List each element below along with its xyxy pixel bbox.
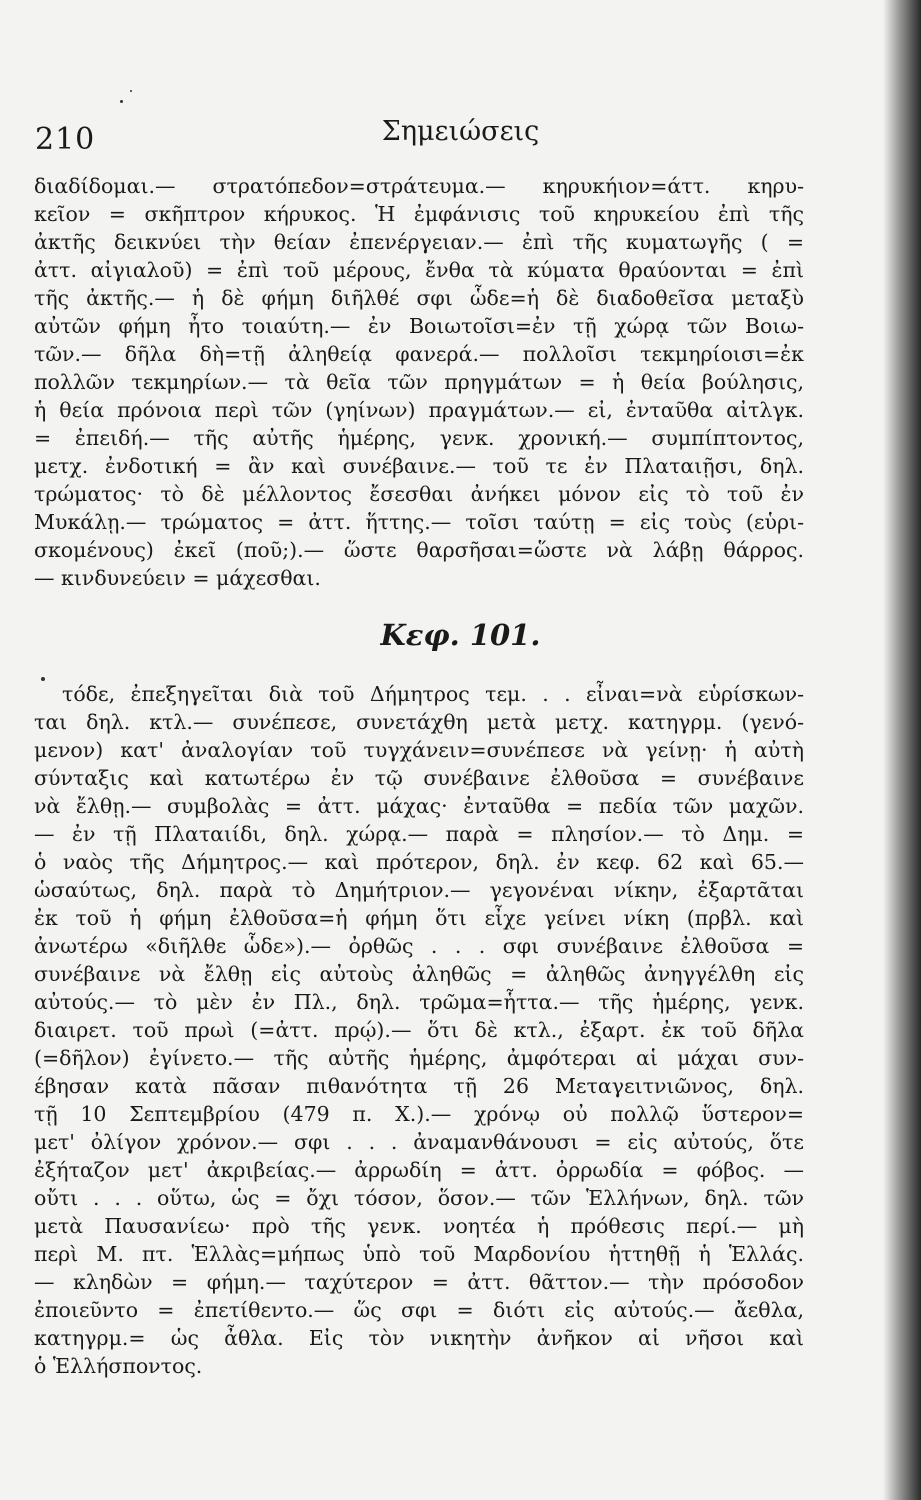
text-line: αὐτούς.— τὸ μὲν ἐν Πλ., δηλ. τρῶμα=ἧττα.— τῆς ἡμέρης, γενκ. bbox=[34, 990, 804, 1014]
text-line: ται δηλ. κτλ.— συνέπεσε, συνετάχθη μετὰ μετχ. κατηγρμ. (γενό- bbox=[34, 710, 804, 734]
text-line: ἐξήταζον μετ' ἀκριβείας.— ἀρρωδίη = ἀττ. ὀρρωδία = φόβος. — bbox=[34, 1158, 804, 1182]
text-line: πολλῶν τεκμηρίων.— τὰ θεῖα τῶν πρηγμάτων = ἡ θεία βούλησις, bbox=[34, 370, 804, 394]
text-line: — κληδὼν = φήμη.— ταχύτερον = ἀττ. θᾶττον.— τὴν πρόσοδον bbox=[34, 1270, 804, 1294]
text-line: μετ' ὀλίγον χρόνον.— σφι . . . ἀναμανθάνουσι = εἰς αὐτούς, ὅτε bbox=[34, 1130, 804, 1154]
chapter-heading: Κεφ. 101. bbox=[380, 618, 541, 652]
text-line: μετχ. ἐνδοτική = ἂν καὶ συνέβαινε.— τοῦ τε ἐν Πλαταιῇσι, δηλ. bbox=[34, 454, 804, 478]
text-line: κεῖον = σκῆπτρον κήρυκος. Ἡ ἐμφάνισις τοῦ κηρυκείου ἐπὶ τῆς bbox=[34, 202, 804, 226]
text-line: ἀκτῆς δεικνύει τὴν θείαν ἐπενέργειαν.— ἐπὶ τῆς κυματωγῆς ( = bbox=[34, 230, 804, 254]
text-line: διαιρετ. τοῦ πρωὶ (=ἀττ. πρῴ).— ὅτι δὲ κτλ., ἐξαρτ. ἐκ τοῦ δῆλα bbox=[34, 1018, 804, 1042]
text-line: τῇ 10 Σεπτεμβρίου (479 π. Χ.).— χρόνῳ οὐ πολλῷ ὕστερον= bbox=[34, 1102, 804, 1126]
text-line: ὡσαύτως, δηλ. παρὰ τὸ Δημήτριον.— γεγονέναι νίκην, ἐξαρτᾶται bbox=[34, 878, 804, 902]
notes-paragraph-2 bbox=[34, 680, 804, 1380]
text-line: τῆς ἀκτῆς.— ἡ δὲ φήμη διῆλθέ σφι ὧδε=ἡ δὲ διαδοθεῖσα μεταξὺ bbox=[34, 286, 804, 310]
text-line: = ἐπειδή.— τῆς αὐτῆς ἡμέρης, γενκ. χρονική.— συμπίπτοντος, bbox=[34, 426, 804, 450]
running-head: Σημειώσεις bbox=[381, 116, 540, 147]
text-line: σύνταξις καὶ κατωτέρω ἐν τῷ συνέβαινε ἐλθοῦσα = συνέβαινε bbox=[34, 766, 804, 790]
notes-paragraph-1 bbox=[34, 172, 804, 592]
text-line: ἀνωτέρω «διῆλθε ὧδε»).— ὀρθῶς . . . σφι συνέβαινε ἐλθοῦσα = bbox=[34, 934, 804, 958]
text-line: ἀττ. αἰγιαλοῦ) = ἐπὶ τοῦ μέρους, ἔνθα τὰ κύματα θραύονται = ἐπὶ bbox=[34, 258, 804, 282]
text-line: ἐκ τοῦ ἡ φήμη ἐλθοῦσα=ἡ φήμη ὅτι εἶχε γείνει νίκη (πρβλ. καὶ bbox=[34, 906, 804, 930]
text-line: νὰ ἔλθῃ.— συμβολὰς = ἀττ. μάχας· ἐνταῦθα = πεδία τῶν μαχῶν. bbox=[34, 794, 804, 818]
text-line: ἡ θεία πρόνοια περὶ τῶν (γηίνων) πραγμάτων.— εἰ, ἐνταῦθα αἰτλγκ. bbox=[34, 398, 804, 422]
text-line: — ἐν τῇ Πλαταιίδι, δηλ. χώρᾳ.— παρὰ = πλησίον.— τὸ Δημ. = bbox=[34, 822, 804, 846]
text-line: μετὰ Παυσανίεω· πρὸ τῆς γενκ. νοητέα ἡ πρόθεσις περί.— μὴ bbox=[34, 1214, 804, 1238]
text-line: Μυκάλῃ.— τρώματος = ἀττ. ἥττης.— τοῖσι ταύτῃ = εἰς τοὺς (εὑρι- bbox=[34, 510, 804, 534]
page-number: 210 bbox=[35, 122, 96, 157]
text-line: σκομένους) ἐκεῖ (ποῦ;).— ὥστε θαρσῆσαι=ὥστε νὰ λάβῃ θάρρος. bbox=[34, 538, 804, 562]
text-line: οὔτι . . . οὕτω, ὡς = ὄχι τόσον, ὅσον.— τῶν Ἑλλήνων, δηλ. τῶν bbox=[34, 1186, 804, 1210]
text-line: διαδίδομαι.— στρατόπεδον=στράτευμα.— κηρυκήιον=άττ. κηρυ- bbox=[34, 174, 804, 198]
text-line: περὶ Μ. πτ. Ἑλλὰς=μήπως ὑπὸ τοῦ Μαρδονίου ἡττηθῇ ἡ Ἑλλάς. bbox=[34, 1242, 804, 1266]
text-line: έβησαν κατὰ πᾶσαν πιθανότητα τῇ 26 Μεταγειτνιῶνος, δηλ. bbox=[34, 1074, 804, 1098]
text-line: συνέβαινε νὰ ἔλθῃ εἰς αὐτοὺς ἀληθῶς = ἀληθῶς ἀνηγγέλθη εἰς bbox=[34, 962, 804, 986]
text-line: ὁ ναὸς τῆς Δήμητρος.— καὶ πρότερον, δηλ. ἐν κεφ. 62 καὶ 65.— bbox=[34, 850, 804, 874]
text-line: ἐποιεῦντο = ἐπετίθεντο.— ὥς σφι = διότι εἰς αὐτούς.— ἄεθλα, bbox=[34, 1298, 804, 1322]
text-line: τόδε, ἐπεξηγεῖται διὰ τοῦ Δήμητρος τεμ. . . εἶναι=νὰ εὑρίσκων- bbox=[62, 682, 804, 706]
text-line: ὁ Ἑλλήσποντος. bbox=[34, 1354, 203, 1378]
text-line: (=δῆλον) ἐγίνετο.— τῆς αὐτῆς ἡμέρης, ἀμφότεραι αἱ μάχαι συν- bbox=[34, 1046, 804, 1070]
text-line: τρώματος· τὸ δὲ μέλλοντος ἔσεσθαι ἀνήκει μόνον εἰς τὸ τοῦ ἐν bbox=[34, 482, 804, 506]
text-line: κατηγρμ.= ὡς ἆθλα. Εἰς τὸν νικητὴν ἀνῆκον αἱ νῆσοι καὶ bbox=[34, 1326, 804, 1350]
text-line: μενον) κατ' ἀναλογίαν τοῦ τυγχάνειν=συνέπεσε νὰ γείνῃ· ἡ αὐτὴ bbox=[34, 738, 804, 762]
text-line: αὐτῶν φήμη ἦτο τοιαύτη.— ἐν Βοιωτοῖσι=ἐν τῇ χώρᾳ τῶν Βοιω- bbox=[34, 314, 804, 338]
page-edge-shadow bbox=[883, 0, 921, 1500]
text-line: τῶν.— δῆλα δὴ=τῇ ἀληθείᾳ φανερά.— πολλοῖσι τεκμηρίοισι=ἐκ bbox=[34, 342, 804, 366]
ink-speck bbox=[120, 100, 123, 103]
text-line: — κινδυνεύειν = μάχεσθαι. bbox=[34, 566, 321, 590]
ink-speck bbox=[130, 90, 132, 92]
